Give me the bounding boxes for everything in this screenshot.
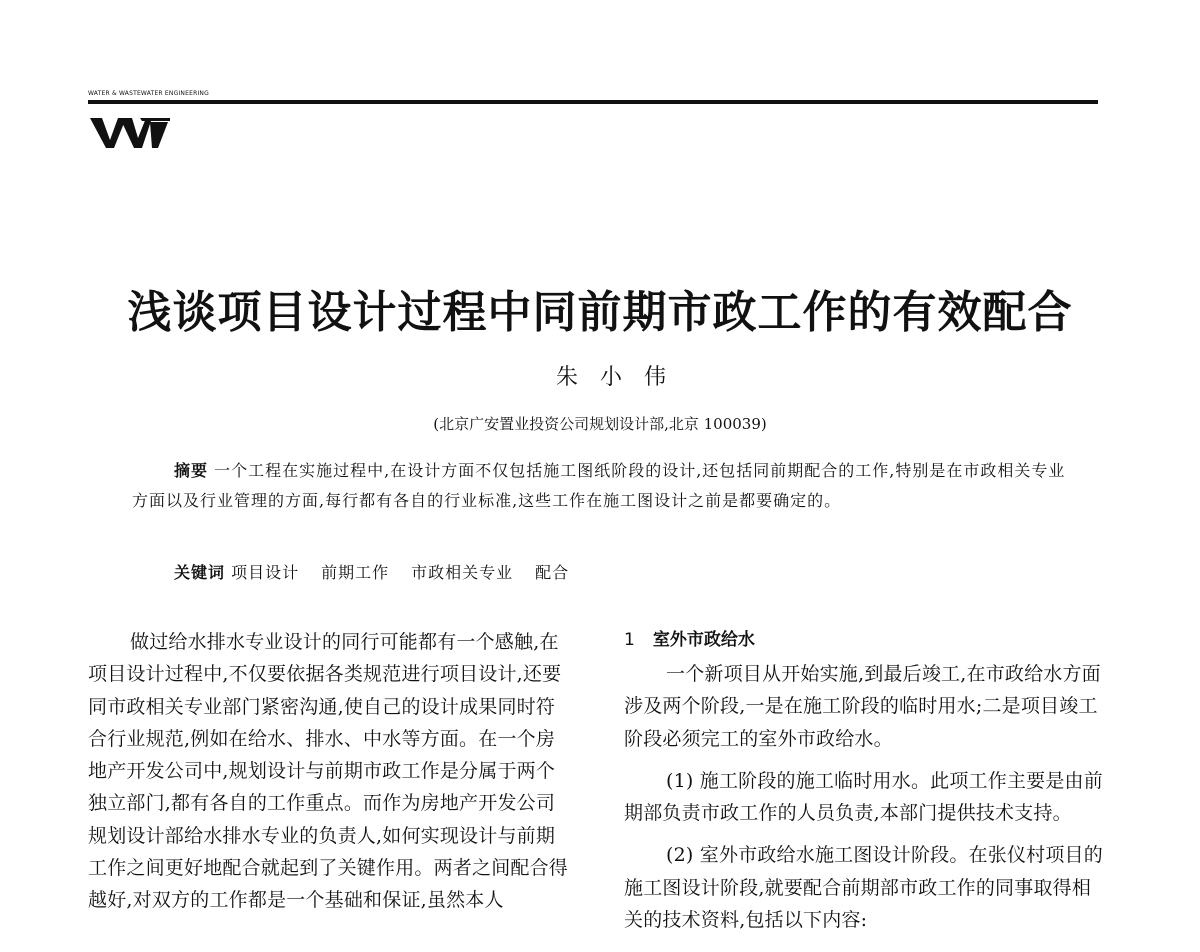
keyword-item: 市政相关专业 bbox=[411, 563, 514, 582]
section-number: 1 bbox=[624, 630, 635, 650]
abstract-label: 摘要 bbox=[174, 461, 209, 480]
body-paragraph: 一个新项目从开始实施,到最后竣工,在市政给水方面涉及两个阶段,一是在施工阶段的临时用水;二是项目竣工阶段必须完工的室外市政给水。 bbox=[624, 663, 1101, 750]
body-paragraph: 做过给水排水专业设计的同行可能都有一个感触,在项目设计过程中,不仅要依据各类规范进行项目设计,还要同市政相关专业部门紧密沟通,使自己的设计成果同时符合行业规范,例如在给水、排水、中水等方面。在一个房地产开发公司中,规划设计与前期市政工作是分属于两个独立部门,都有各自的工作重点。而作为房地产开发公司规划设计部给水排水专业的负责人,如何实现设计与前期工作之间更好地配合就起到了关键作用。两者之间配合得越好,对双方的工作都是一个基础和保证,虽然本人 bbox=[88, 631, 569, 912]
keyword-item: 配合 bbox=[535, 563, 570, 582]
body-right-column bbox=[624, 626, 1110, 936]
ww-logo-icon bbox=[90, 112, 170, 152]
keyword-item: 前期工作 bbox=[321, 563, 390, 582]
body-paragraph: (2) 室外市政给水施工图设计阶段。在张仪村项目的施工图设计阶段,就要配合前期部市政工作的同事取得相关的技术资料,包括以下内容: bbox=[624, 844, 1103, 932]
body-paragraph: (1) 施工阶段的施工临时用水。此项工作主要是由前期部负责市政工作的人员负责,本部门提供技术支持。 bbox=[624, 769, 1103, 825]
affiliation: (北京广安置业投资公司规划设计部,北京 100039) bbox=[433, 415, 767, 433]
section-title: 室外市政给水 bbox=[652, 630, 755, 650]
abstract-text: 一个工程在实施过程中,在设计方面不仅包括施工图纸阶段的设计,还包括同前期配合的工作,特别是在市政相关专业方面以及行业管理的方面,每行都有各自的行业标准,这些工作在施工图设计之前是都要确定的。 bbox=[132, 461, 1066, 510]
keywords-label: 关键词 bbox=[174, 563, 226, 582]
header-rule bbox=[88, 100, 1098, 104]
author-name: 朱小伟 bbox=[555, 365, 688, 390]
paper-title: 浅谈项目设计过程中同前期市政工作的有效配合 bbox=[127, 287, 1073, 338]
journal-name-tag: WATER & WASTEWATER ENGINEERING bbox=[88, 90, 209, 97]
abstract bbox=[132, 456, 1068, 516]
keyword-item: 项目设计 bbox=[231, 563, 300, 582]
keywords bbox=[174, 560, 591, 583]
section-heading bbox=[624, 626, 1110, 654]
body-left-column bbox=[88, 626, 574, 917]
